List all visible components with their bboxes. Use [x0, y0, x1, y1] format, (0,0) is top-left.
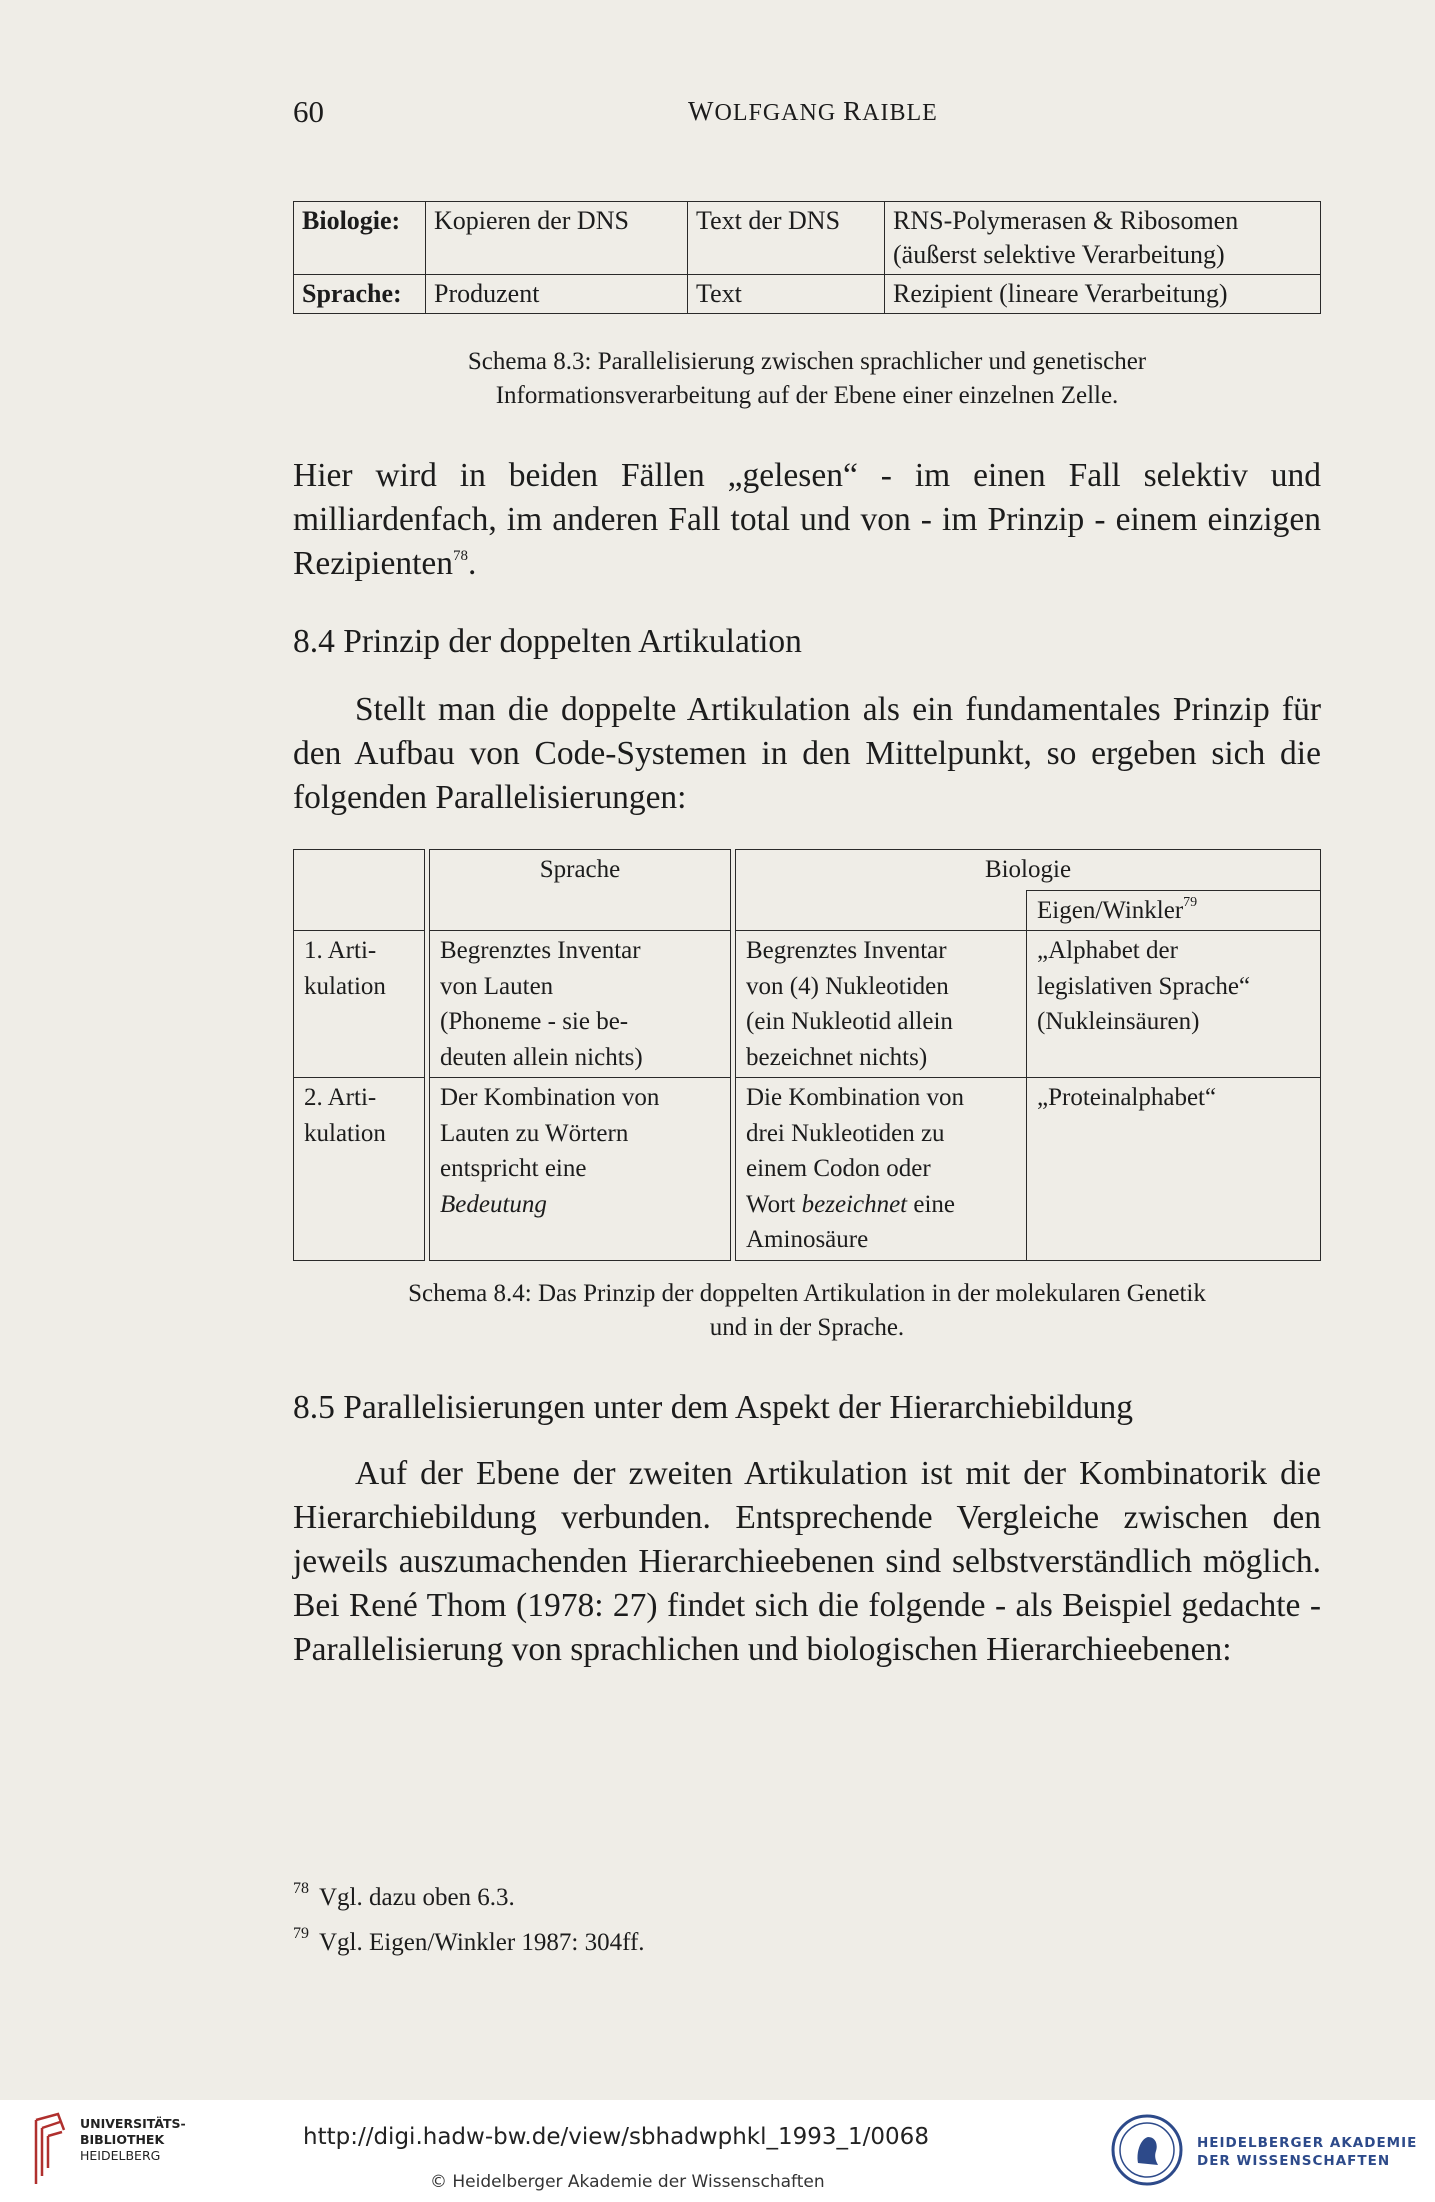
- footnote-ref-79[interactable]: 79: [1183, 894, 1198, 910]
- cell-line: 2. Arti-: [304, 1084, 377, 1111]
- column-header-eigen: [1026, 890, 1320, 931]
- cell-line: deuten allein nichts): [440, 1043, 643, 1071]
- academy-name: [1197, 2134, 1417, 2170]
- table-cell: Kopieren der DNS: [426, 202, 688, 275]
- schema-8-4-caption: [293, 1277, 1321, 1345]
- page-number: 60: [293, 94, 324, 129]
- table-cell: [736, 931, 1027, 1078]
- footnote-78: [293, 1871, 645, 1916]
- paragraph-hierarchy: Auf der Ebene der zweiten Artikulation ist mit der Kombinatorik die Hierarchiebildung verbunden. Entsprechende Vergleiche zwischen den jeweils auszumachenden Hierarchieebenen sind selbstverständlich möglich. Bei René Thom (1978: 27) findet sich die folgende - als Beispiel gedachte - Parallelisierung von sprachlichen und biologischen Hierarchieebenen:: [293, 1455, 1321, 1668]
- table-row: [294, 202, 1321, 275]
- italic-term: Bedeutung: [440, 1190, 547, 1218]
- ub-line: HEIDELBERG: [80, 2148, 161, 2163]
- running-head: [688, 96, 938, 127]
- cell-line: bezeichnet nichts): [746, 1043, 928, 1071]
- cell-line: Aminosäure: [746, 1226, 869, 1253]
- caption-line: Schema 8.3: Parallelisierung zwischen sprachlicher und genetischer: [467, 348, 1147, 375]
- paragraph-text: Hier wird in beiden Fällen „gelesen“ - im einen Fall selektiv und milliardenfach, im anderen Fall total und von - im Prinzip - einem einzigen Rezipienten: [293, 457, 1321, 582]
- table-cell: [885, 202, 1321, 275]
- cell-line: kulation: [304, 1119, 386, 1147]
- footnote-text: Vgl. dazu oben 6.3.: [319, 1884, 515, 1911]
- column-header-sprache: Sprache: [430, 850, 731, 931]
- cell-line: (Nukleinsäuren): [1037, 1008, 1200, 1035]
- cell-line: [746, 1187, 1016, 1223]
- cell-line: von (4) Nukleotiden: [746, 972, 949, 1000]
- cell-line: „Alphabet der: [1037, 937, 1178, 964]
- university-library-name: [80, 2116, 186, 2164]
- copyright-notice: © Heidelberger Akademie der Wissenschaften: [430, 2172, 825, 2192]
- table-cell: [430, 1078, 731, 1261]
- cell-line: 1. Arti-: [304, 937, 377, 964]
- column-header-biologie: [736, 850, 1321, 931]
- header-eigen-label: Eigen/Winkler: [1037, 896, 1184, 924]
- paragraph-reading: [293, 454, 1321, 586]
- footnote-79: [293, 1916, 645, 1961]
- cell-line: von Lauten: [440, 972, 554, 1000]
- cell-line: RNS-Polymerasen & Ribosomen: [893, 206, 1239, 235]
- university-library-logo-icon[interactable]: [30, 2110, 70, 2190]
- schema-8-4-table: [293, 849, 1321, 1261]
- cell-line: entspricht eine: [440, 1155, 587, 1182]
- running-head-part-1: OLFGANG: [714, 100, 844, 126]
- cell-text: eine: [907, 1190, 956, 1218]
- table-row: [294, 931, 1321, 1078]
- cell-line: (äußerst selektive Verarbeitung): [893, 240, 1225, 269]
- cell-text: Wort: [746, 1190, 802, 1218]
- table-cell: [736, 1078, 1027, 1261]
- schema-8-3-caption: [293, 345, 1321, 413]
- academy-seal-icon[interactable]: [1110, 2113, 1184, 2187]
- section-heading-8-4: 8.4 Prinzip der doppelten Artikulation: [293, 623, 802, 660]
- running-head-part-2: AIBLE: [862, 100, 938, 126]
- paragraph-double-articulation: Stellt man die doppelte Artikulation als ein fundamentales Prinzip für den Aufbau von Code-Systemen in den Mittelpunkt, so ergeben sich die folgenden Parallelisierungen:: [293, 691, 1321, 816]
- running-head-initial-1: W: [688, 96, 715, 126]
- section-heading-8-5: 8.5 Parallelisierungen unter dem Aspekt der Hierarchiebildung: [293, 1389, 1134, 1426]
- table-cell: [1027, 1078, 1321, 1261]
- cell-line: (ein Nukleotid allein: [746, 1008, 953, 1035]
- cell-line: kulation: [304, 972, 386, 1000]
- header-biologie-label: Biologie: [984, 856, 1072, 883]
- footnotes: [293, 1871, 645, 1961]
- italic-term: bezeichnet: [801, 1190, 908, 1218]
- ub-line: BIBLIOTHEK: [80, 2132, 165, 2147]
- cell-line: Begrenztes Inventar: [746, 937, 947, 964]
- schema-8-3-table: [293, 201, 1321, 314]
- caption-line: und in der Sprache.: [709, 1314, 905, 1341]
- cell-line: „Proteinalphabet“: [1037, 1084, 1217, 1111]
- cell-line: (Phoneme - sie be-: [440, 1008, 629, 1035]
- footnote-number: 79: [293, 1925, 309, 1942]
- row-label: [294, 931, 425, 1078]
- table-cell: Rezipient (lineare Verarbeitung): [885, 275, 1321, 314]
- table-row: [294, 850, 1321, 931]
- cell-line: Der Kombination von: [440, 1084, 660, 1111]
- footnote-number: 78: [293, 1880, 309, 1897]
- caption-line: Schema 8.4: Das Prinzip der doppelten Artikulation in der molekularen Genetik: [408, 1280, 1206, 1307]
- cell-line: drei Nukleotiden zu: [746, 1119, 945, 1147]
- academy-line: HEIDELBERGER AKADEMIE: [1197, 2135, 1418, 2151]
- running-head-initial-2: R: [843, 96, 863, 126]
- cell-line: Begrenztes Inventar: [440, 937, 641, 964]
- table-row: [294, 275, 1321, 314]
- table-cell: [1027, 931, 1321, 1078]
- cell-line: Die Kombination von: [746, 1084, 965, 1111]
- footnote-text: Vgl. Eigen/Winkler 1987: 304ff.: [319, 1929, 645, 1956]
- table-cell: [294, 850, 425, 931]
- caption-line: Informationsverarbeitung auf der Ebene einer einzelnen Zelle.: [495, 382, 1119, 409]
- cell-line: [440, 1187, 720, 1223]
- row-label: Sprache:: [294, 275, 426, 314]
- academy-line: DER WISSENSCHAFTEN: [1197, 2153, 1391, 2169]
- table-cell: Produzent: [426, 275, 688, 314]
- paragraph-end: .: [468, 545, 477, 582]
- document-url-link[interactable]: http://digi.hadw-bw.de/view/sbhadwphkl_1993_1/0068: [303, 2124, 929, 2150]
- table-row: [294, 1078, 1321, 1261]
- cell-line: legislativen Sprache“: [1037, 972, 1251, 1000]
- table-cell: Text: [688, 275, 885, 314]
- cell-line: einem Codon oder: [746, 1155, 931, 1182]
- footnote-ref-78[interactable]: 78: [453, 548, 468, 564]
- header-eigen-row: [736, 890, 1320, 931]
- row-label: [294, 1078, 425, 1261]
- table-cell: [430, 931, 731, 1078]
- ub-line: UNIVERSITÄTS-: [80, 2116, 186, 2131]
- table-cell: Text der DNS: [688, 202, 885, 275]
- header-spacer: [736, 890, 1026, 931]
- row-label: Biologie:: [294, 202, 426, 275]
- cell-line: Lauten zu Wörtern: [440, 1119, 629, 1147]
